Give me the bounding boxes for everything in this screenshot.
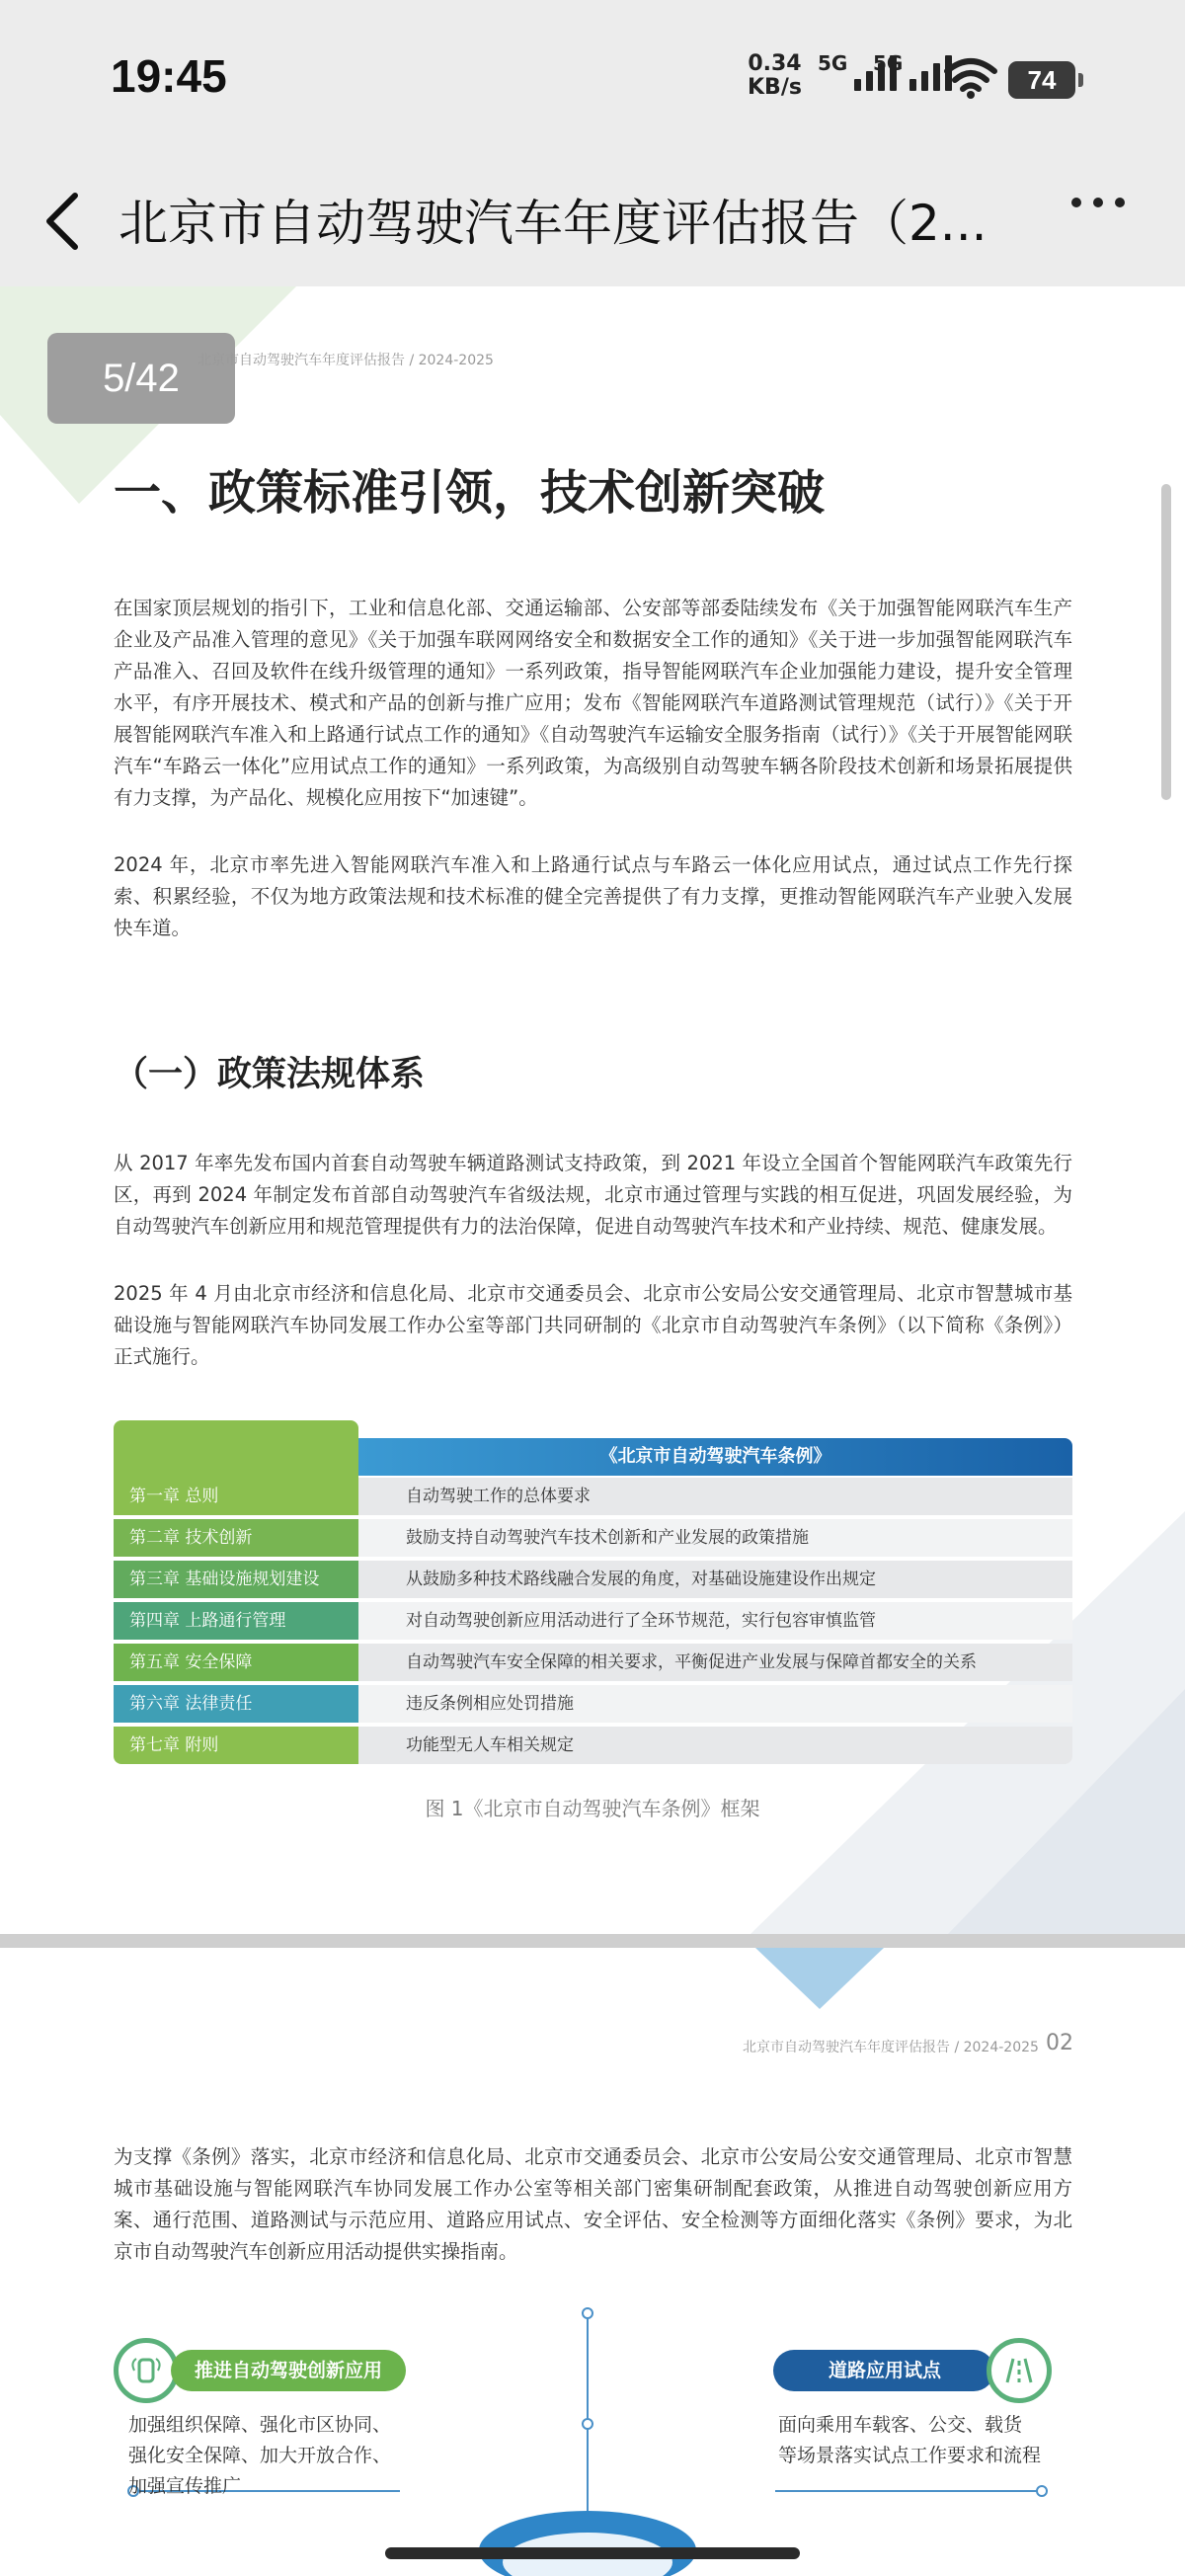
scrollbar-thumb[interactable] — [1161, 484, 1171, 800]
framework-row — [114, 1478, 1072, 1515]
paragraph-4: 2025 年 4 月由北京市经济和信息化局、北京市交通委员会、北京市公安局公安交通管理局、北京市智慧城市基础设施与智能网联汽车协同发展工作办公室等部门共同研制的《北京市自动驾驶汽车条例》（以下简称《条例》）正式施行。 — [114, 1282, 1072, 1368]
status-bar — [0, 0, 1185, 158]
paragraph-3: 从 2017 年率先发布国内首套自动驾驶车辆道路测试支持政策，到 2021 年设立全国首个智能网联汽车政策先行区，再到 2024 年制定发布首部自动驾驶汽车省级法规，北京市通过管理与实践的相互促进，巩固发展经验，为自动驾驶汽车创新应用和规范管理提供有力的法治保障，促进自动驾驶汽车技术和产业持续、规范、健康发展。 — [114, 1152, 1072, 1238]
road-pilot-label: 道路应用试点 — [773, 2350, 994, 2391]
network-speed — [748, 52, 802, 100]
text-line: 加强宣传推广 — [128, 2475, 242, 2497]
signal-2-label: 5G — [873, 51, 904, 75]
road-pilot-badge — [773, 2338, 1052, 2403]
framework-row — [114, 1602, 1072, 1640]
road-icon — [987, 2338, 1052, 2403]
network-speed-value: 0.34 — [748, 51, 802, 76]
paragraph-1: 为支撑《条例》落实，北京市经济和信息化局、北京市交通委员会、北京市公安局公安交通管理局、北京市智慧城市基础设施与智能网联汽车协同发展工作办公室等相关部门密集研制配套政策，从推进自动驾驶创新应用方案、通行范围、道路测试与示范应用、道路应用试点、安全评估、安全检测等方面细化落实《条例》要求，为北京市自动驾驶汽车创新应用活动提供实操指南。 — [114, 2145, 1072, 2263]
subsection-heading: （一）政策法规体系 — [114, 1055, 426, 1094]
pdf-page-5[interactable] — [0, 286, 1185, 1934]
chapter-label: 第三章 基础设施规划建设 — [114, 1561, 358, 1598]
top-triangle-decoration — [755, 1948, 884, 2009]
road-pilot-text — [778, 2410, 1041, 2471]
chapter-label: 第二章 技术创新 — [114, 1519, 358, 1557]
figure-caption: 图 1《北京市自动驾驶汽车条例》框架 — [425, 1797, 760, 1820]
innovation-application-text — [128, 2410, 391, 2502]
chapter-description: 自动驾驶汽车安全保障的相关要求，平衡促进产业发展与保障首都安全的关系 — [358, 1644, 1072, 1681]
pdf-page-6[interactable] — [0, 1948, 1185, 2576]
chapter-label: 第四章 上路通行管理 — [114, 1602, 358, 1640]
innovation-application-label: 推进自动驾驶创新应用 — [171, 2350, 406, 2391]
framework-row — [114, 1644, 1072, 1681]
car-icon — [114, 2338, 179, 2403]
page-number: 02 — [1046, 2031, 1073, 2055]
running-head: 北京市自动驾驶汽车年度评估报告 / 2024-2025 — [198, 353, 494, 368]
paragraph-2: 2024 年，北京市率先进入智能网联汽车准入和上路通行试点与车路云一体化应用试点，通过试点工作先行探索、积累经验，不仅为地方政策法规和技术标准的健全完善提供了有力支撑，更推动智能网联汽车产业驶入发展快车道。 — [114, 853, 1072, 939]
chapter-description: 对自动驾驶创新应用活动进行了全环节规范，实行包容审慎监管 — [358, 1602, 1072, 1640]
chapter-label: 第五章 安全保障 — [114, 1644, 358, 1681]
chevron-left-icon — [36, 184, 95, 259]
framework-corner — [114, 1420, 358, 1478]
chapter-description: 违反条例相应处罚措施 — [358, 1685, 1072, 1723]
home-indicator[interactable] — [385, 2547, 800, 2559]
chapter-description: 从鼓励多种技术路线融合发展的角度，对基础设施建设作出规定 — [358, 1561, 1072, 1598]
battery-indicator: 74 — [1008, 61, 1075, 99]
text-line: 面向乘用车载客、公交、载货 — [778, 2414, 1023, 2436]
innovation-application-badge — [114, 2338, 406, 2403]
framework-row — [114, 1519, 1072, 1557]
document-title: 北京市自动驾驶汽车年度评估报告（2... — [118, 195, 988, 252]
page-indicator: 5/42 — [47, 333, 235, 424]
signal-2-icon — [873, 51, 952, 91]
text-line: 加强组织保障、强化市区协同、 — [128, 2414, 392, 2436]
clock: 19:45 — [111, 50, 227, 102]
chapter-label: 第七章 附则 — [114, 1727, 358, 1764]
chapter-label: 第六章 法律责任 — [114, 1685, 358, 1723]
chapter-description: 自动驾驶工作的总体要求 — [358, 1478, 1072, 1515]
framework-row — [114, 1727, 1072, 1764]
framework-row — [114, 1685, 1072, 1723]
text-line: 等场景落实试点工作要求和流程 — [778, 2445, 1042, 2466]
text-line: 强化安全保障、加大开放合作、 — [128, 2445, 392, 2466]
title-bar — [0, 158, 1185, 286]
signal-1-label: 5G — [818, 51, 848, 75]
more-button[interactable] — [1071, 198, 1125, 207]
wifi-icon — [944, 57, 997, 103]
running-head: 北京市自动驾驶汽车年度评估报告 / 2024-2025 — [743, 2040, 1039, 2055]
framework-title: 《北京市自动驾驶汽车条例》 — [358, 1438, 1072, 1476]
page-separator — [0, 1934, 1185, 1948]
framework-row — [114, 1561, 1072, 1598]
chapter-label: 第一章 总则 — [114, 1478, 358, 1515]
paragraph-1: 在国家顶层规划的指引下，工业和信息化部、交通运输部、公安部等部委陆续发布《关于加强智能网联汽车生产企业及产品准入管理的意见》《关于加强车联网网络安全和数据安全工作的通知》《关于进一步加强智能网联汽车产品准入、召回及软件在线升级管理的通知》一系列政策，指导智能网联汽车企业加强能力建设，提升安全管理水平，有序开展技术、模式和产品的创新与推广应用；发布《智能网联汽车道路测试管理规范（试行）》《关于开展智能网联汽车准入和上路通行试点工作的通知》《自动驾驶汽车运输安全服务指南（试行）》《关于开展智能网联汽车“车路云一体化”应用试点工作的通知》一系列政策，为高级别自动驾驶车辆各阶段技术创新和场景拓展提供有力支撑，为产品化、规模化应用按下“加速键”。 — [114, 597, 1072, 809]
more-icon — [1071, 198, 1081, 207]
section-heading: 一、政策标准引领，技术创新突破 — [114, 465, 826, 521]
network-speed-unit: KB/s — [748, 75, 802, 100]
chapter-description: 功能型无人车相关规定 — [358, 1727, 1072, 1764]
back-button[interactable] — [36, 184, 95, 259]
chapter-description: 鼓励支持自动驾驶汽车技术创新和产业发展的政策措施 — [358, 1519, 1072, 1557]
